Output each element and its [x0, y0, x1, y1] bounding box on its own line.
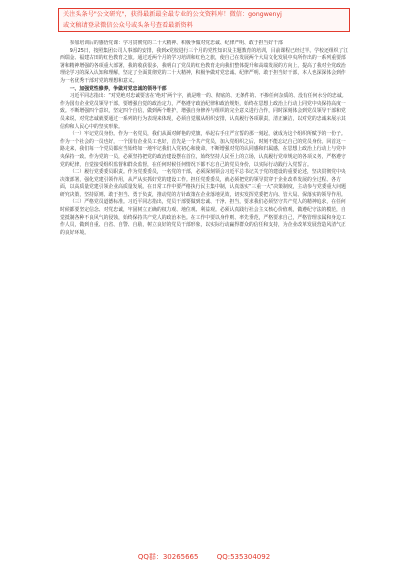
section-heading: 一、加强党性修养，争做对党忠诚的领导干部 [69, 85, 167, 92]
contact-footer [0, 552, 408, 566]
banner-line-1: 关注头条号"公文研究"，获得最新最全最专业的公文资料库！微信：gongwenyj [63, 11, 282, 18]
paragraph: （三）严格党员道德标准。习近平同志指出，党员干部要做到忠诚、干净、担当，要求我们必须坚守共产党人的精神追求，在任何时候都要坚定信念、对党忠诚，牢固树立正确的权力观、地位观、利益观。必须认真践行社会主义核心价值观，做遵纪守法的模范，自觉抵制各种不良风气的侵蚀，始终保持共产党人的政治本色。在工作中要以身作则、率先垂范，严格要求自己，严格管理亲属和身边工作人员，做到自重、自省、自警、自励，树立良好的党员干部形象，以实际行动赢得群众的信任和支持，为企业改革发展营造风清气正的良好环境。 [60, 199, 346, 236]
promo-banner [58, 8, 350, 32]
banner-line-2: 或文稿请登录微信公众号或头条号查看最新资料 [63, 21, 193, 29]
qq-text: QQ:535304092 [216, 553, 271, 561]
paragraph: （二）履行党委委员职责。作为党委委员，一名党的干部，必须深刻领会习近平总书记关于党的建设的重要论述，坚决贯彻党中央决策部署，强化党建引领作用，从严从实抓好党的建设工作。担任党委委员，就必须把党的领导贯穿于企业改革发展的全过程、各方面，以高质量党建引领企业高质量发展。在日常工作中要严格执行民主集中制，认真落实“三重一大”决策制度，主动参与党委重大问题研究决策，坚持原则、敢于担当、勇于负责，推动党的方针政策在企业落地见效，切实发挥党委把方向、管大局、保落实的领导作用。 [60, 169, 346, 198]
document-title-line: 参加培训后的感悟党课：学习贯彻党的二十大精神、积极争做对党忠诚、纪律严明、敢于担当好干部 [69, 40, 283, 46]
paragraph: 9月25日，按照集团公司人事部的安排，我到x党校进行三个月的党性知识及主题教育的培训，目前课程已经过半。学校还组织了江西瑞金、福建古田的红色教育之旅。通过近两个月的学习培训和红色之旅，使自己在发展两个大局文化发展中央所作出的一系列重要部署和精神增强的各项重大部署，我的收获很多，我明白了党员的红色教育走向我们整体提升和高端发展的方向上，提高了我对全党政治理论学习的深入认知和理解，坚定了全面贯彻党的二十大精神，积极争做对党忠诚、纪律严明、敢于担当好干部，本人也深深体会到作为一名优秀干部对党的理想和意义。 [60, 47, 349, 84]
document-page [60, 40, 350, 536]
paragraph: 习近平同志指出：“对党绝对忠诚要害在‘绝对’两个字，就是唯一的、彻底的、无条件的、不掺任何杂质的、没有任何水分的忠诚。作为国有企业党员领导干部，要增强自觉的政治定力，严格遵守政治纪律和政治规矩，始终在思想上政治上行动上同党中央保持高度一致。不断增强四个意识，坚定四个自信，做到两个维护，增强自身修养与组织的完全意义进行合作，同时深刻体会到党员领导干部和党员来说，对党忠诚就要通过一系列的行为表现来体现，必须自觉服从组织安排，认真履行各项职责，清正廉洁，以对党的忠诚来展示其信仰和人民心中的坚实形象。 [60, 93, 347, 130]
paragraph: （一）牢记党员身份。作为一名党员，我们从面对鲜艳的党旗，举起右手庄严宣誓的那一刻起，就成为这个组织所赋予的一份子。作为一个社会的一员也好，一个国有企业员工也好，首先是一个共产党员，加入党组织之后，时刻不能忘记自己的党员身份。回首这一路走来，我们每一个党员都应当始终如一地牢记我们入党初心和使命，不断增强对党的认同感和归属感，在思想上政治上行动上与党中央保持一致。作为党的一员，必须坚持把党的政治建设摆在首位，始终坚持人民至上的立场，认真履行党章规定的各项义务，严格遵守党的纪律，自觉接受组织监督和群众监督，在任何时候任何情况下都不忘自己的党员身份，以实际行动践行入党誓言。 [60, 131, 346, 168]
qq-group-text: QQ群：30265665 [137, 553, 199, 561]
